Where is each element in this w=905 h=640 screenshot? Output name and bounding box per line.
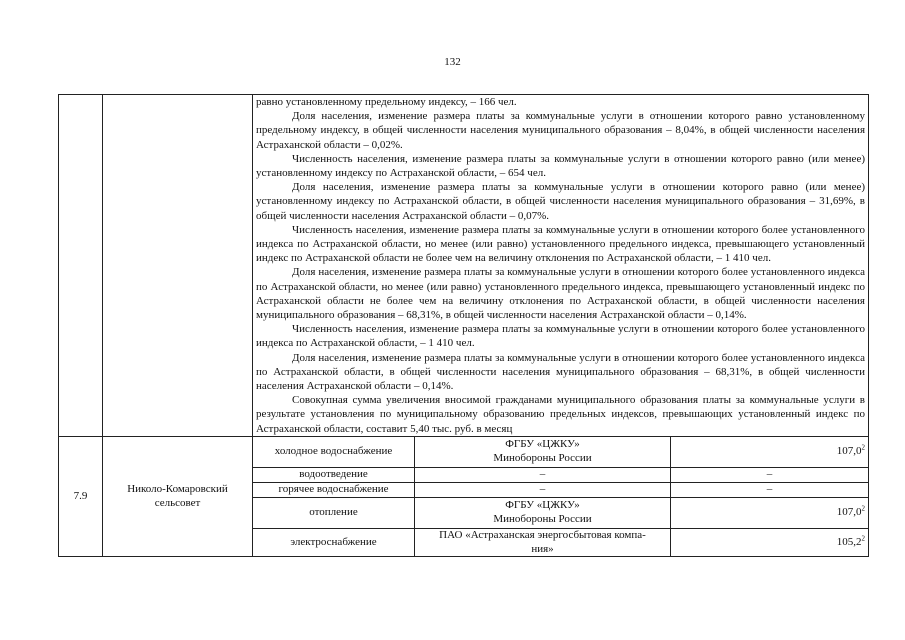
paragraph: Доля населения, изменение размера платы за коммунальные услуги в отношении которого равно установленному предельному индексу, в общей численности населения муниципального образования – 8,04%, в общей численности населения Астраханской области – 0,02%. xyxy=(256,110,865,151)
organization-line: Минобороны России xyxy=(493,512,592,525)
organization: – xyxy=(415,467,671,482)
service-name: отопление xyxy=(253,497,415,528)
service-name: водоотведение xyxy=(253,467,415,482)
paragraph: Доля населения, изменение размера платы за коммунальные услуги в отношении которого более установленного индекса по Астраханской области, в общей численности населения муниципального образования – 68,31%, в общей численности населения Астраханской области – 0,14%. xyxy=(256,351,865,393)
index-value: – xyxy=(671,467,869,482)
service-name: электроснабжение xyxy=(253,528,415,557)
paragraph: равно установленному предельному индексу, – 166 чел. xyxy=(256,96,517,108)
organization xyxy=(415,497,671,528)
organization: – xyxy=(415,482,671,497)
organization-line: Минобороны России xyxy=(493,451,592,464)
paragraph: Численность населения, изменение размера платы за коммунальные услуги в отношении которого более установленного индекса по Астраханской области, – 1 410 чел. xyxy=(256,323,865,350)
organization-line: ния» xyxy=(531,542,554,555)
organization xyxy=(415,528,671,557)
page-number: 132 xyxy=(444,56,461,68)
empty-number-cell xyxy=(59,95,103,437)
municipal-index-table xyxy=(58,94,869,557)
organization-line: ФГБУ «ЦЖКУ» xyxy=(505,499,580,512)
paragraph: Численность населения, изменение размера платы за коммунальные услуги в отношении которого равно (или менее) установленному индексу по Астраханской области, – 654 чел. xyxy=(256,152,865,180)
index-number: 107,0 xyxy=(836,506,862,518)
footnote-mark: 2 xyxy=(861,534,865,543)
empty-name-cell xyxy=(103,95,253,437)
index-number: 105,2 xyxy=(836,535,862,548)
index-value xyxy=(671,436,869,467)
service-name: холодное водоснабжение xyxy=(253,436,415,467)
footnote-mark: 2 xyxy=(861,443,865,452)
index-value xyxy=(671,497,869,528)
municipality-name: Николо-Комаровский сельсовет xyxy=(103,436,253,557)
paragraph: Совокупная сумма увеличения вносимой гражданами муниципального образования платы за коммунальные услуги в результате установления по муниципальному образованию предельных индексов, превышающих установленный индекс по Астраханской области, составит 5,40 тыс. руб. в месяц xyxy=(256,394,865,435)
paragraph: Доля населения, изменение размера платы за коммунальные услуги в отношении которого равно (или менее) установленному индексу по Астраханской области, в общей численности населения муниципального образования – 31,69%, в общей численности населения Астраханской области – 0,07%. xyxy=(256,181,865,222)
index-number: 107,0 xyxy=(836,445,862,457)
table-row xyxy=(59,436,869,467)
index-value: – xyxy=(671,482,869,497)
footnote-mark: 2 xyxy=(861,504,865,513)
service-name: горячее водоснабжение xyxy=(253,482,415,497)
text-block-cell xyxy=(253,95,869,437)
index-value xyxy=(671,528,869,557)
organization-line: ФГБУ «ЦЖКУ» xyxy=(505,438,580,451)
paragraph: Численность населения, изменение размера платы за коммунальные услуги в отношении которого более установленного индекса по Астраханской области, но менее (или равно) установленного предельного индекса, превышающего установленный индекс по Астраханской области не более чем на величину отклонения по Астраханской области, – 1 410 чел. xyxy=(256,223,865,265)
paragraph: Доля населения, изменение размера платы за коммунальные услуги в отношении которого более установленного индекса по Астраханской области, но менее (или равно) установленного предельного индекса, превышающего установленный индекс по Астраханской области не более чем на величину отклонения по Астраханской области, в общей численности населения муниципального образования – 68,31%, в общей численности населения Астраханской области – 0,14%. xyxy=(256,266,865,322)
entry-number: 7.9 xyxy=(59,436,103,557)
organization-line: ПАО «Астраханская энергосбытовая компа- xyxy=(439,528,646,541)
organization xyxy=(415,436,671,467)
text-continuation-row xyxy=(59,95,869,437)
